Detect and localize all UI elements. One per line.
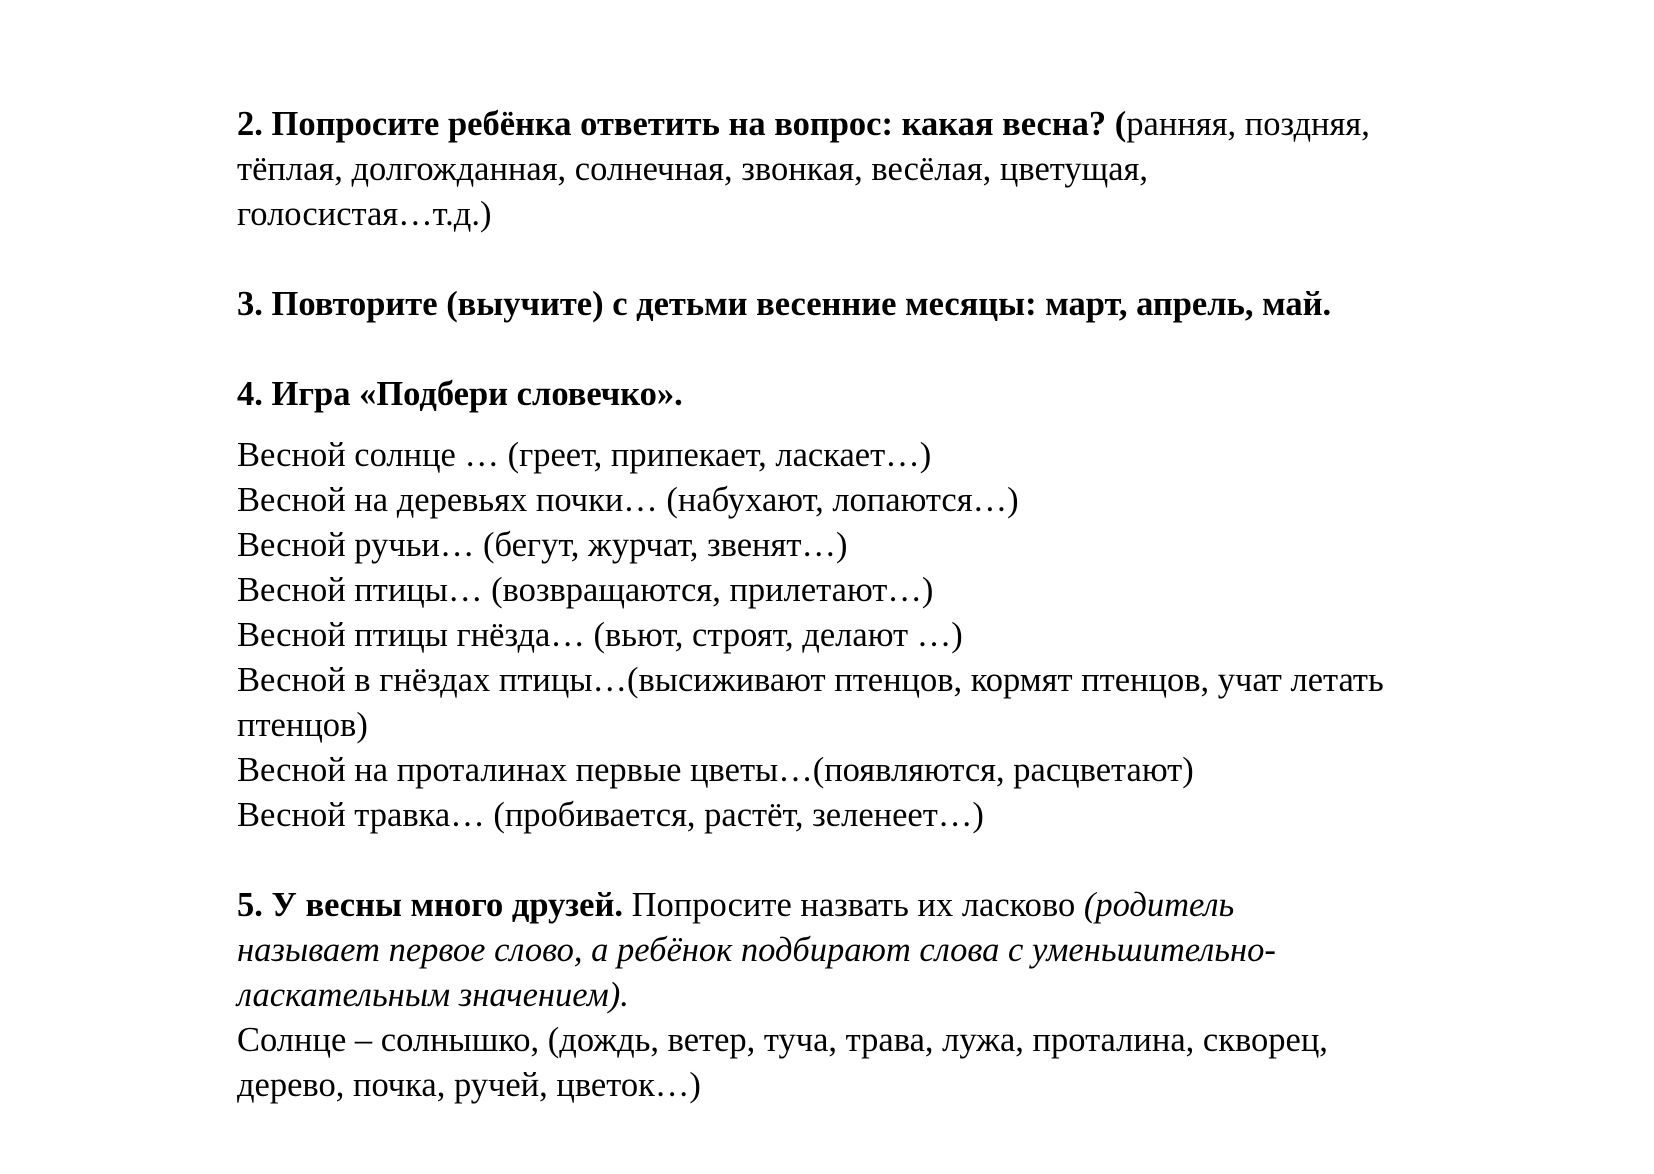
section-5-intro: Попросите назвать их ласково (623, 886, 1084, 924)
spacer (237, 327, 1567, 372)
section-5-example-line-2: дерево, почка, ручей, цветок…) (237, 1066, 701, 1104)
section-4-heading: 4. Игра «Подбери словечко». (237, 375, 683, 413)
section-2-answers-start: ранняя, поздняя, (1126, 105, 1370, 143)
section-4-list (237, 433, 1567, 838)
list-item: Весной на деревьях почки… (набухают, лопаются…) (237, 481, 1019, 519)
section-2 (237, 102, 1567, 237)
list-item: Весной птицы гнёзда… (вьют, строят, делают …) (237, 616, 963, 654)
section-2-line-2: тёплая, долгожданная, солнечная, звонкая, весёлая, цветущая, (237, 150, 1148, 188)
list-item: Весной на проталинах первые цветы…(появляются, расцветают) (237, 751, 1194, 789)
section-5 (237, 883, 1567, 1108)
spacer (237, 838, 1567, 883)
list-item: Весной травка… (пробивается, растёт, зеленеет…) (237, 796, 984, 834)
list-item: Весной птицы… (возвращаются, прилетают…) (237, 571, 934, 609)
spacer (237, 237, 1567, 282)
section-3-heading: 3. Повторите (выучите) с детьми весенние месяцы: март, апрель, май. (237, 285, 1332, 323)
section-5-note-start: (родитель (1083, 886, 1235, 924)
section-5-heading: 5. У весны много друзей. (237, 886, 623, 924)
section-5-line-1 (237, 883, 1567, 928)
section-5-example-line-1: Солнце – солнышко, (дождь, ветер, туча, трава, лужа, проталина, скворец, (237, 1021, 1328, 1059)
list-item: Весной ручьи… (бегут, журчат, звенят…) (237, 526, 848, 564)
spacer (237, 417, 1567, 433)
list-item: птенцов) (237, 706, 368, 744)
list-item: Весной в гнёздах птицы…(высиживают птенцов, кормят птенцов, учат летать (237, 661, 1384, 699)
document-page (237, 102, 1567, 1108)
section-2-line-3: голосистая…т.д.) (237, 195, 492, 233)
section-2-line-1 (237, 102, 1567, 147)
list-item: Весной солнце … (греет, припекает, ласкает…) (237, 436, 932, 474)
section-5-note-line-3: ласкательным значением). (237, 976, 629, 1014)
section-2-heading: 2. Попросите ребёнка ответить на вопрос: какая весна? ( (237, 105, 1127, 143)
section-5-note-line-2: называет первое слово, а ребёнок подбирают слова с уменьшительно- (237, 931, 1276, 969)
